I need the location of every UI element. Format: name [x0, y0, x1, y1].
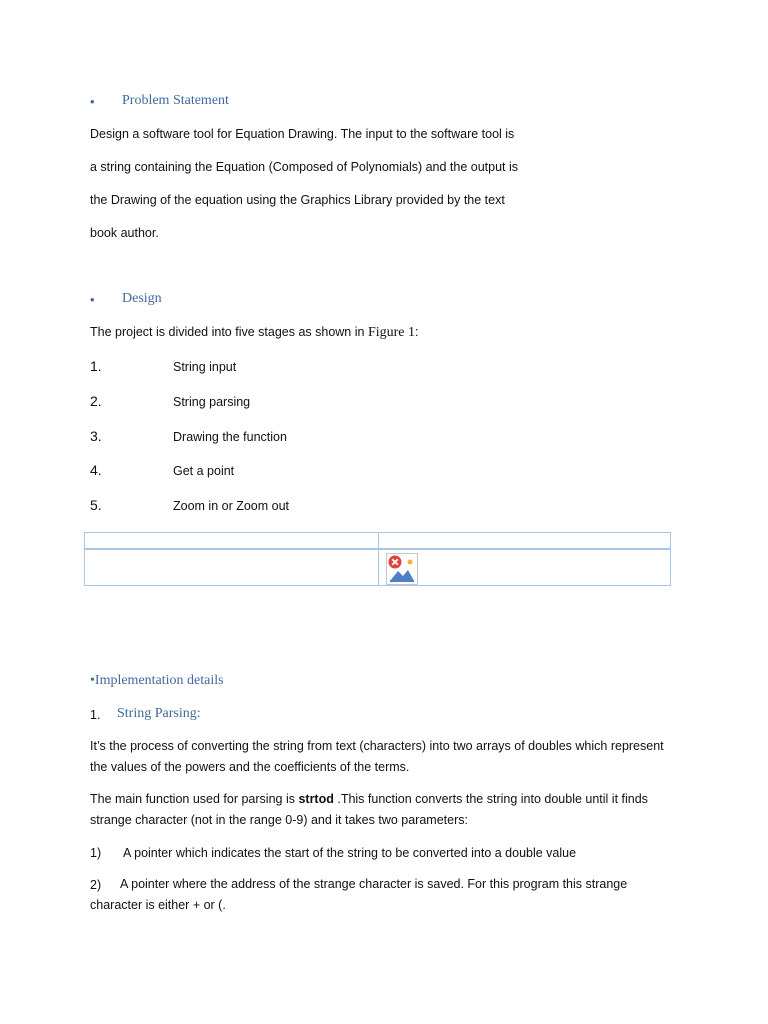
figure-table [84, 532, 671, 586]
problem-line-2: a string containing the Equation (Composed of Polynomials) and the output is [90, 160, 519, 174]
problem-statement-heading: Problem Statement [122, 93, 229, 108]
stage-label: Get a point [173, 464, 235, 478]
design-intro [90, 325, 418, 340]
stage-number: 5. [90, 497, 102, 513]
stage-number: 2. [90, 393, 102, 409]
broken-image-icon [386, 553, 418, 585]
string-parsing-heading: String Parsing: [117, 706, 201, 721]
design-intro-text: The project is divided into five stages as shown in [90, 325, 368, 339]
implementation-heading: •Implementation details [90, 673, 224, 688]
design-intro-end: : [415, 325, 419, 339]
param-text: A pointer which indicates the start of the string to be converted into a double value [123, 846, 577, 860]
problem-line-4: book author. [90, 226, 159, 240]
stage-number: 3. [90, 428, 102, 444]
problem-line-1: Design a software tool for Equation Drawing. The input to the software tool is [90, 127, 515, 141]
strtod-paragraph-end: .This function converts the string into double until it finds strange character (not in the range 0-9) and it takes two parameters: [90, 792, 648, 827]
param-text: A pointer where the address of the strange character is saved. For this program this strange character is either + or (. [90, 877, 628, 912]
stage-number: 1. [90, 358, 102, 374]
parsing-paragraph: It’s the process of converting the string from text (characters) into two arrays of doubles which represent the values of the powers and the coefficients of the terms. [90, 739, 664, 774]
bullet-icon: • [90, 292, 95, 307]
stage-label: String input [173, 360, 237, 374]
stage-number: 4. [90, 462, 102, 478]
stage-label: String parsing [173, 395, 251, 409]
design-heading: Design [122, 291, 162, 306]
strtod-function-name: strtod [298, 792, 334, 806]
problem-line-3: the Drawing of the equation using the Graphics Library provided by the text [90, 193, 505, 207]
param-number: 1) [90, 846, 102, 860]
strtod-paragraph-start: The main function used for parsing is [90, 792, 299, 806]
figure-reference: Figure 1 [367, 325, 415, 340]
figure-table-divider [378, 533, 379, 585]
stage-label: Zoom in or Zoom out [173, 499, 290, 513]
subsection-number: 1. [90, 708, 101, 722]
strtod-paragraph [90, 789, 680, 831]
stage-label: Drawing the function [173, 430, 287, 444]
bullet-icon: • [90, 94, 95, 109]
param-number: 2) [90, 878, 102, 892]
broken-image-graphic [387, 554, 417, 584]
